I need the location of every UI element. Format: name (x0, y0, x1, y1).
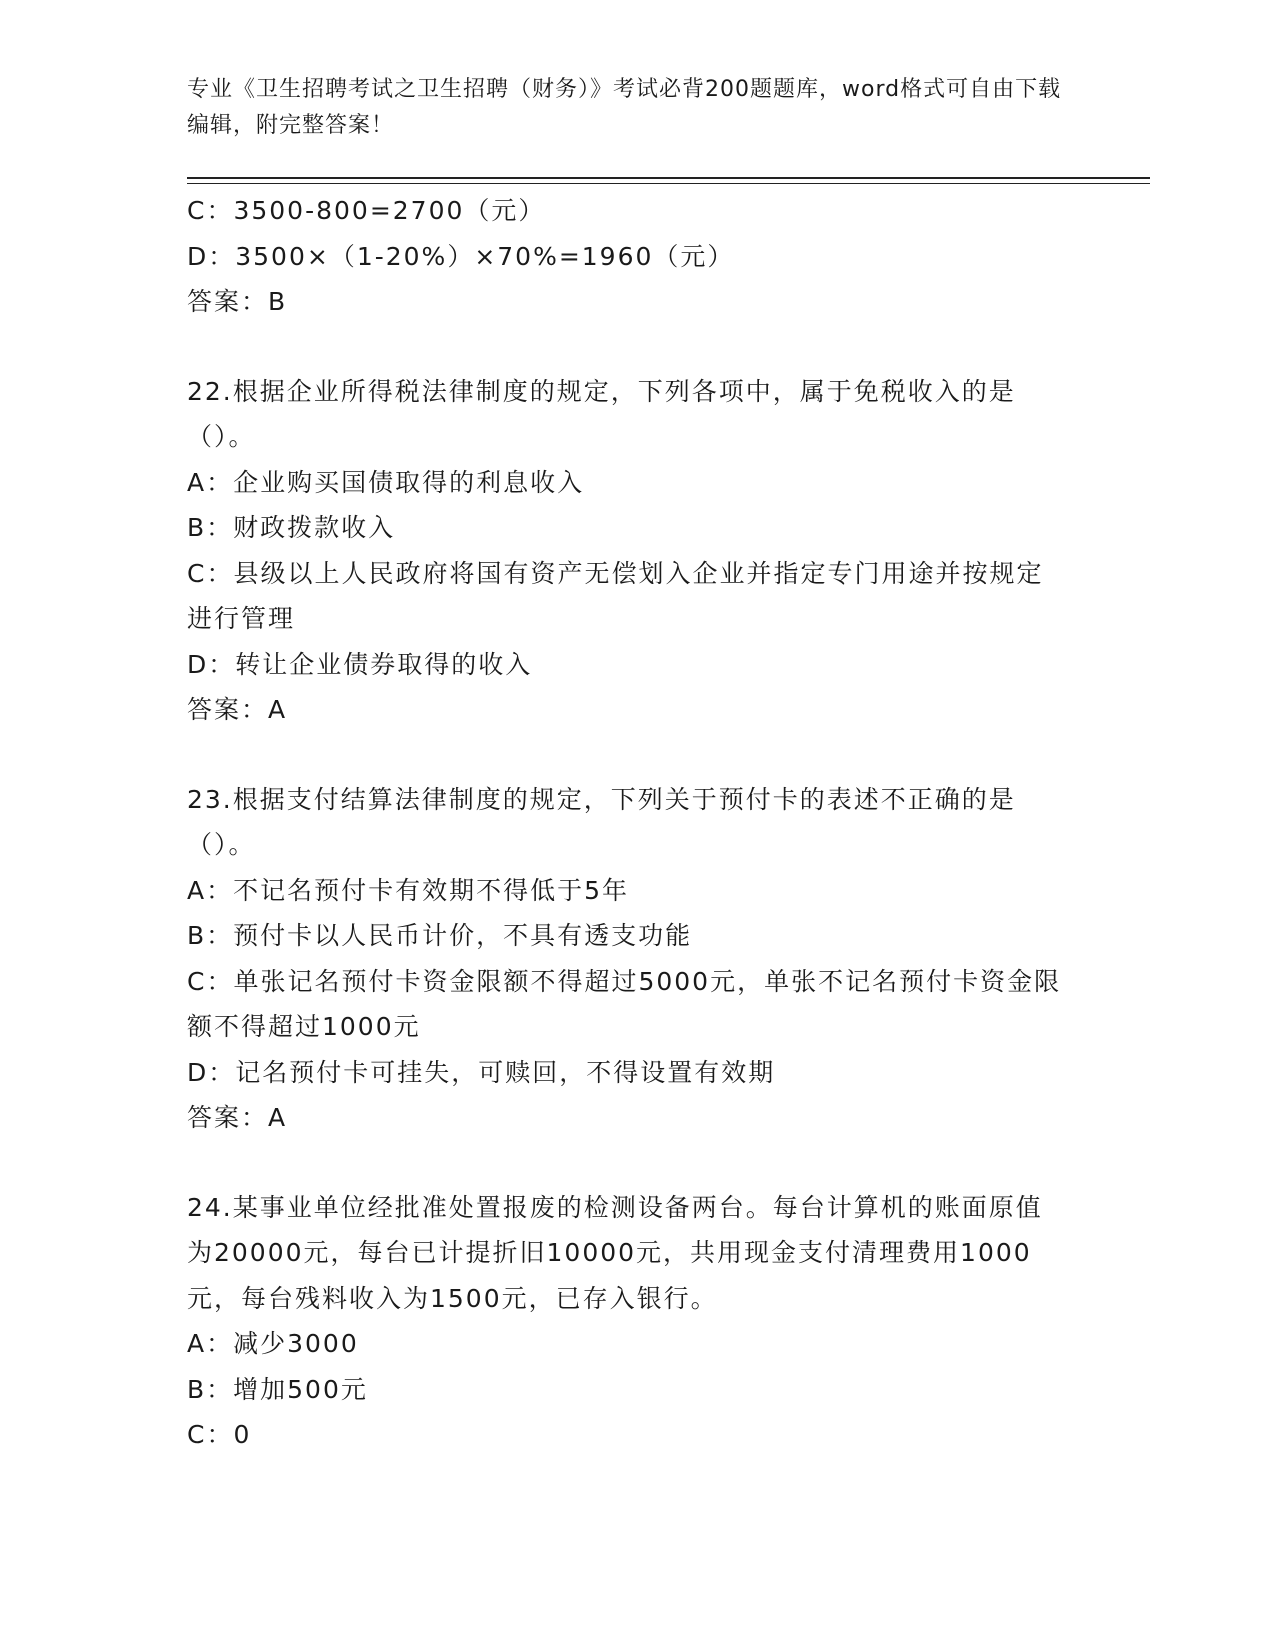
option-a: A：减少3000 (187, 1329, 359, 1358)
document-header (187, 72, 1067, 144)
option-b: B：预付卡以人民币计价，不具有透支功能 (187, 921, 693, 950)
question-22 (187, 369, 1067, 733)
question-23 (187, 777, 1067, 1141)
answer: 答案：B (187, 287, 288, 316)
header-text: 专业《卫生招聘考试之卫生招聘（财务）》考试必背200题题库，word格式可自由下载编辑，附完整答案！ (187, 77, 1062, 138)
header-divider-thick (187, 177, 1150, 179)
option-c: C：单张记名预付卡资金限额不得超过5000元，单张不记名预付卡资金限额不得超过1000元 (187, 966, 1062, 1041)
question-stem: 24.某事业单位经批准处置报废的检测设备两台。每台计算机的账面原值为20000元，每台已计提折旧10000元，共用现金支付清理费用1000元，每台残料收入为1500元，已存入银行。 (187, 1192, 1043, 1313)
header-divider-thin (187, 183, 1150, 184)
option-d: D：记名预付卡可挂失，可赎回，不得设置有效期 (187, 1057, 776, 1087)
answer: 答案：A (187, 1103, 288, 1132)
option-b: B：增加500元 (187, 1374, 368, 1404)
option-a: A：企业购买国债取得的利息收入 (187, 467, 585, 497)
option-d: D：3500×（1-20%）×70%=1960（元） (187, 241, 735, 271)
option-c: C：0 (187, 1420, 252, 1449)
question-24 (187, 1185, 1067, 1458)
option-b: B：财政拨款收入 (187, 513, 396, 542)
document-body (187, 188, 1067, 1458)
carryover-question (187, 188, 1067, 325)
option-d: D：转让企业债券取得的收入 (187, 649, 533, 679)
option-c: C：县级以上人民政府将国有资产无偿划入企业并指定专门用途并按规定进行管理 (187, 558, 1044, 633)
answer: 答案：A (187, 695, 288, 724)
question-stem: 22.根据企业所得税法律制度的规定，下列各项中，属于免税收入的是（）。 (187, 376, 1016, 451)
question-stem: 23.根据支付结算法律制度的规定，下列关于预付卡的表述不正确的是（）。 (187, 784, 1016, 859)
option-c: C：3500-800=2700（元） (187, 196, 546, 225)
option-a: A：不记名预付卡有效期不得低于5年 (187, 875, 630, 905)
